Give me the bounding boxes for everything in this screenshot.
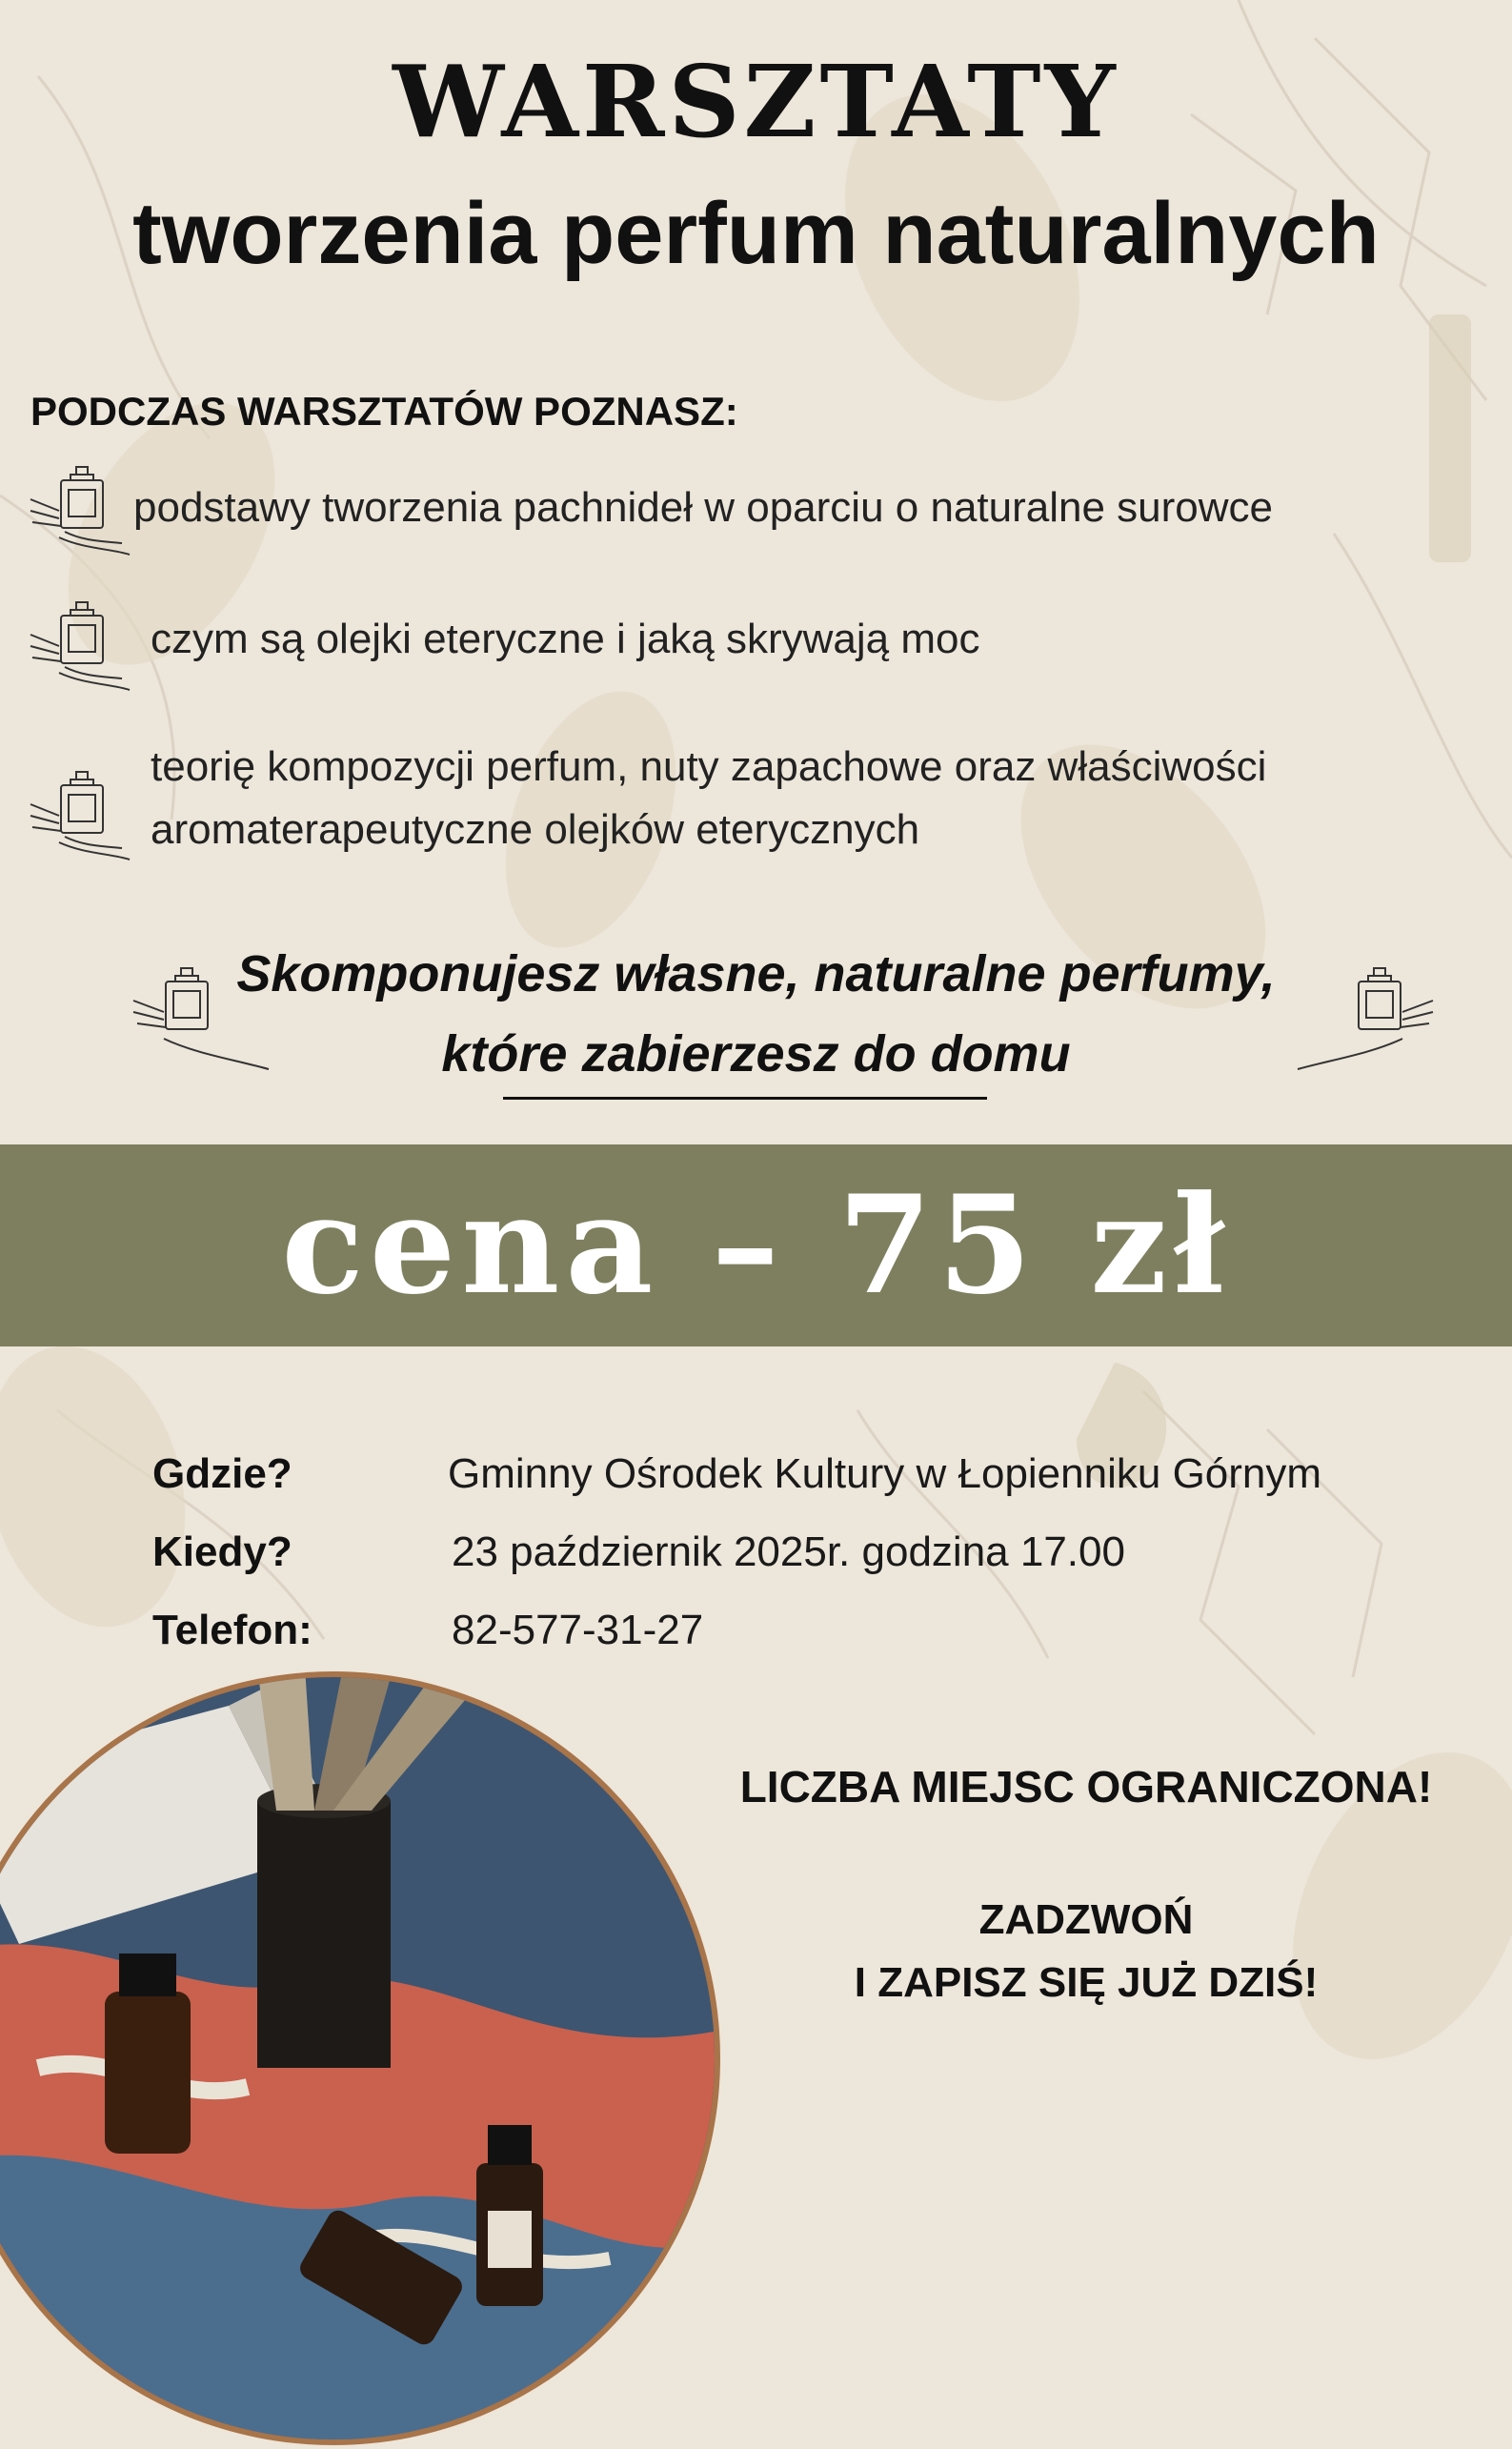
call-line-1: ZADZWOŃ (978, 1896, 1194, 1943)
page-title: WARSZTATY (393, 43, 1119, 160)
page-subtitle: tworzenia perfum naturalnych (132, 185, 1380, 282)
when-value: 23 październik 2025r. godzina 17.00 (452, 1528, 1125, 1575)
phone-label: Telefon: (152, 1607, 312, 1653)
price-text: cena – 75 zł (281, 1166, 1231, 1325)
learn-item-3-line-1: teorię kompozycji perfum, nuty zapachowe oraz właściwości (151, 743, 1267, 790)
perfume-hand-icon (27, 461, 131, 566)
highlight-line-2: które zabierzesz do domu (441, 1025, 1071, 1083)
learn-item-3-line-2: aromaterapeutyczne olejków eterycznych (151, 806, 920, 853)
perfume-hand-icon (27, 597, 131, 701)
learn-heading: PODCZAS WARSZTATÓW POZNASZ: (30, 389, 738, 434)
highlight-underline (503, 1097, 987, 1100)
price-band (0, 1144, 1512, 1346)
perfume-hand-icon (27, 766, 131, 871)
highlight-text (0, 934, 1512, 1094)
phone-value[interactable]: 82-577-31-27 (452, 1607, 704, 1653)
where-label: Gdzie? (152, 1450, 292, 1497)
where-value: Gminny Ośrodek Kultury w Łopienniku Górnym (448, 1450, 1322, 1497)
learn-item-3 (151, 736, 1266, 861)
call-line-2: I ZAPISZ SIĘ JUŻ DZIŚ! (854, 1959, 1319, 2006)
learn-item-2: czym są olejki eteryczne i jaką skrywają moc (151, 616, 980, 662)
learn-item-1: podstawy tworzenia pachnideł w oparciu o naturalne surowce (133, 484, 1274, 531)
highlight-line-1: Skomponujesz własne, naturalne perfumy, (236, 945, 1276, 1002)
perfume-workshop-photo (0, 1668, 724, 2449)
limited-seats-notice: LICZBA MIEJSC OGRANICZONA! (739, 1762, 1433, 1811)
call-to-action (800, 1889, 1372, 2014)
when-label: Kiedy? (152, 1528, 292, 1575)
